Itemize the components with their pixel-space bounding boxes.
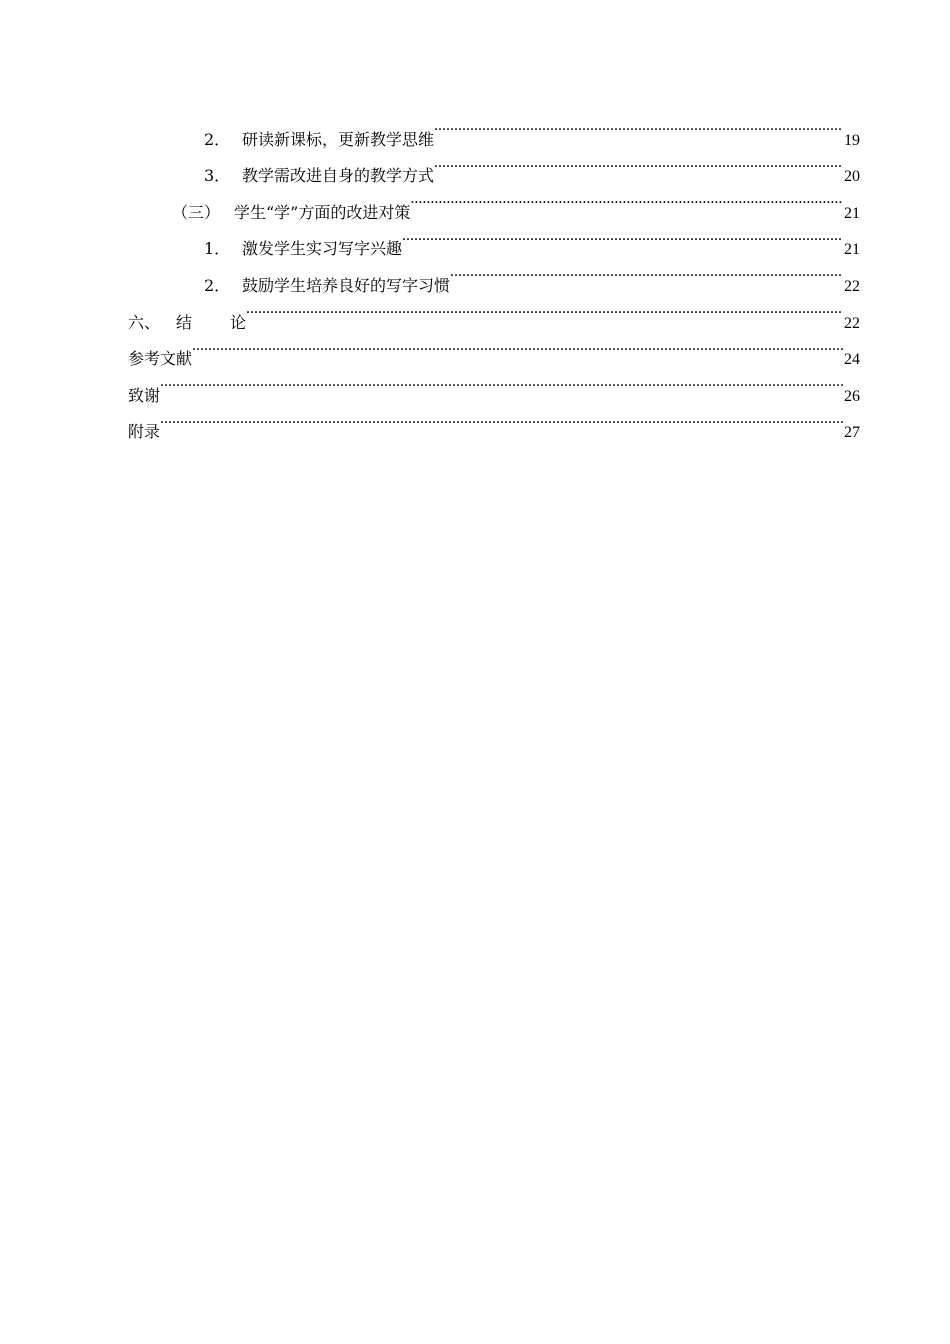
toc-entry-title: 研读新课标，更新教学思维 bbox=[242, 129, 435, 149]
toc-entry-title: 参考文献 bbox=[128, 349, 193, 369]
toc-dot-leader bbox=[246, 291, 843, 328]
toc-entry-title: 教学需改进自身的教学方式 bbox=[242, 166, 435, 186]
toc-dot-leader bbox=[434, 108, 843, 145]
toc-dot-leader bbox=[192, 328, 843, 365]
toc-page-number: 21 bbox=[844, 204, 860, 222]
toc-page-number: 19 bbox=[844, 131, 860, 149]
toc-page-number: 27 bbox=[844, 424, 860, 442]
toc-entry-number: 2． bbox=[204, 275, 231, 295]
toc-page-number: 20 bbox=[844, 168, 860, 186]
toc-entry-number: 1． bbox=[204, 239, 231, 259]
toc-dot-leader bbox=[434, 145, 843, 182]
toc-title-char: 论 bbox=[230, 312, 247, 332]
toc-page-number: 22 bbox=[844, 314, 860, 332]
toc-entry-references[interactable] bbox=[128, 328, 860, 369]
toc-entry-2-research-curriculum[interactable] bbox=[128, 108, 860, 149]
toc-entry-title: 学生“学”方面的改进对策 bbox=[234, 202, 411, 222]
toc-entry-appendix[interactable] bbox=[128, 401, 860, 442]
toc-entry-number: 六、 bbox=[128, 312, 161, 332]
table-of-contents bbox=[128, 108, 860, 442]
toc-entry-number: 3． bbox=[204, 166, 231, 186]
toc-dot-leader bbox=[160, 364, 843, 401]
toc-page-number: 24 bbox=[844, 351, 860, 369]
toc-entry-title: 致谢 bbox=[128, 385, 161, 405]
toc-entry-title: 激发学生实习写字兴趣 bbox=[242, 239, 403, 259]
toc-dot-leader bbox=[410, 181, 843, 218]
toc-dot-leader bbox=[402, 218, 843, 255]
toc-title-char: 结 bbox=[176, 312, 193, 332]
toc-dot-leader bbox=[450, 254, 843, 291]
toc-entry-acknowledgements[interactable] bbox=[128, 364, 860, 405]
toc-entry-number: （三） bbox=[172, 202, 221, 222]
toc-page-number: 22 bbox=[844, 277, 860, 295]
toc-page-number: 21 bbox=[844, 241, 860, 259]
toc-entry-number: 2． bbox=[204, 129, 231, 149]
toc-dot-leader bbox=[160, 401, 843, 438]
toc-entry-title: 鼓励学生培养良好的写字习惯 bbox=[242, 275, 451, 295]
toc-entry-title: 附录 bbox=[128, 422, 161, 442]
toc-page-number: 26 bbox=[844, 387, 860, 405]
